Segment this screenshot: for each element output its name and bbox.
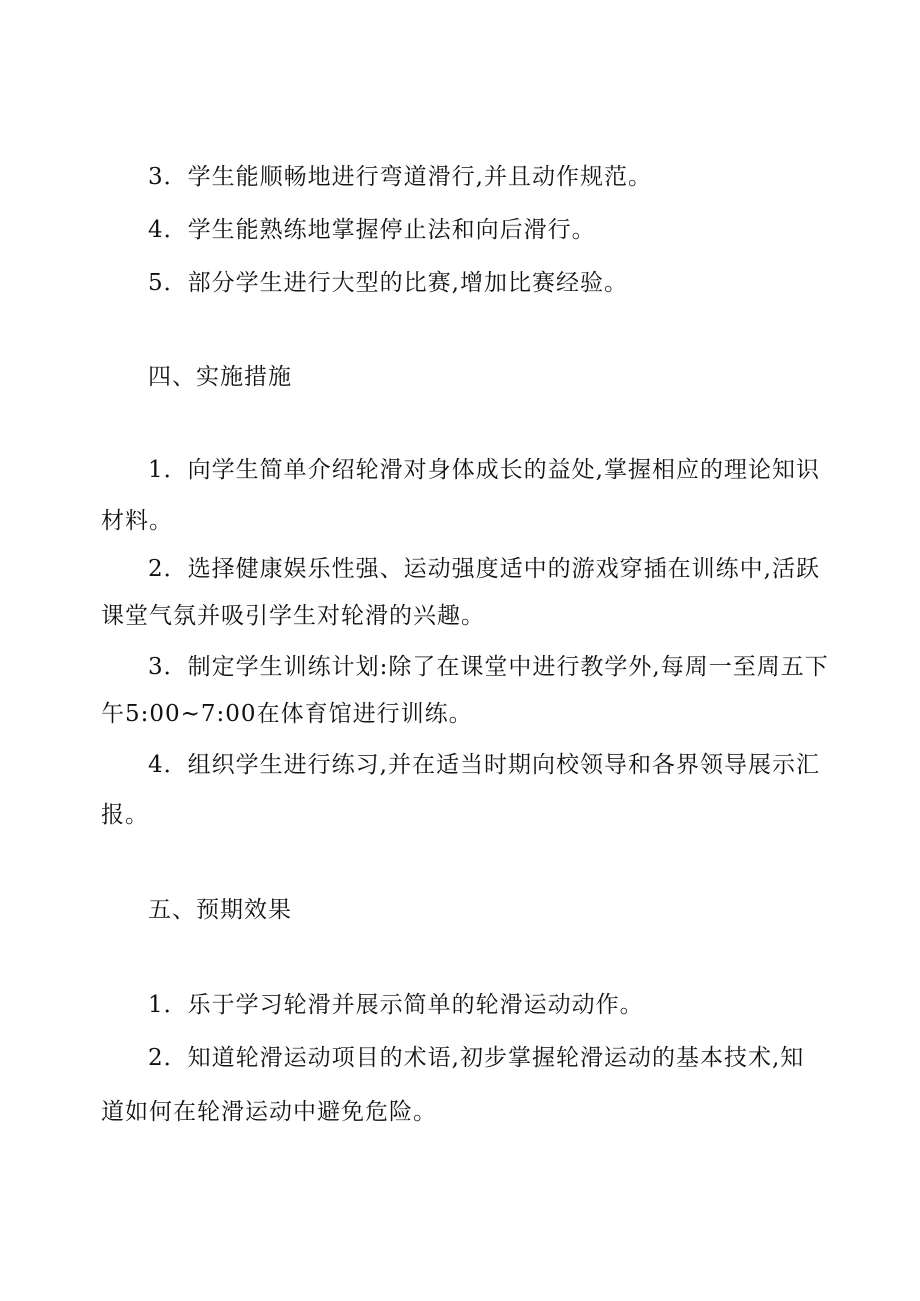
measure-item-1-line-2: 材料。 <box>101 508 173 534</box>
effect-item-1: 1．乐于学习轮滑并展示简单的轮滑运动动作。 <box>148 992 644 1018</box>
measure-item-4-line-2: 报。 <box>101 802 149 828</box>
measure-item-1-line-1: 1．向学生简单介绍轮滑对身体成长的益处,掌握相应的理论知识 <box>148 457 820 483</box>
measure-item-2-line-1: 2．选择健康娱乐性强、运动强度适中的游戏穿插在训练中,活跃 <box>148 556 820 582</box>
effect-item-2-line-2: 道如何在轮滑运动中避免危险。 <box>101 1099 437 1125</box>
goal-item-3: 3．学生能顺畅地进行弯道滑行,并且动作规范。 <box>148 164 652 190</box>
measure-item-4-line-1: 4．组织学生进行练习,并在适当时期向校领导和各界领导展示汇 <box>148 752 820 778</box>
section-5-heading: 五、预期效果 <box>148 897 292 923</box>
measure-item-2-line-2: 课堂气氛并吸引学生对轮滑的兴趣。 <box>101 603 485 629</box>
goal-item-5: 5．部分学生进行大型的比赛,增加比赛经验。 <box>148 270 628 296</box>
effect-item-2-line-1: 2．知道轮滑运动项目的术语,初步掌握轮滑运动的基本技术,知 <box>148 1045 805 1071</box>
section-4-heading: 四、实施措施 <box>148 364 292 390</box>
measure-item-3-line-1: 3．制定学生训练计划:除了在课堂中进行教学外,每周一至周五下 <box>148 654 829 680</box>
goal-item-4: 4．学生能熟练地掌握停止法和向后滑行。 <box>148 217 596 243</box>
measure-item-3-line-2: 午5:00~7:00在体育馆进行训练。 <box>101 701 473 727</box>
